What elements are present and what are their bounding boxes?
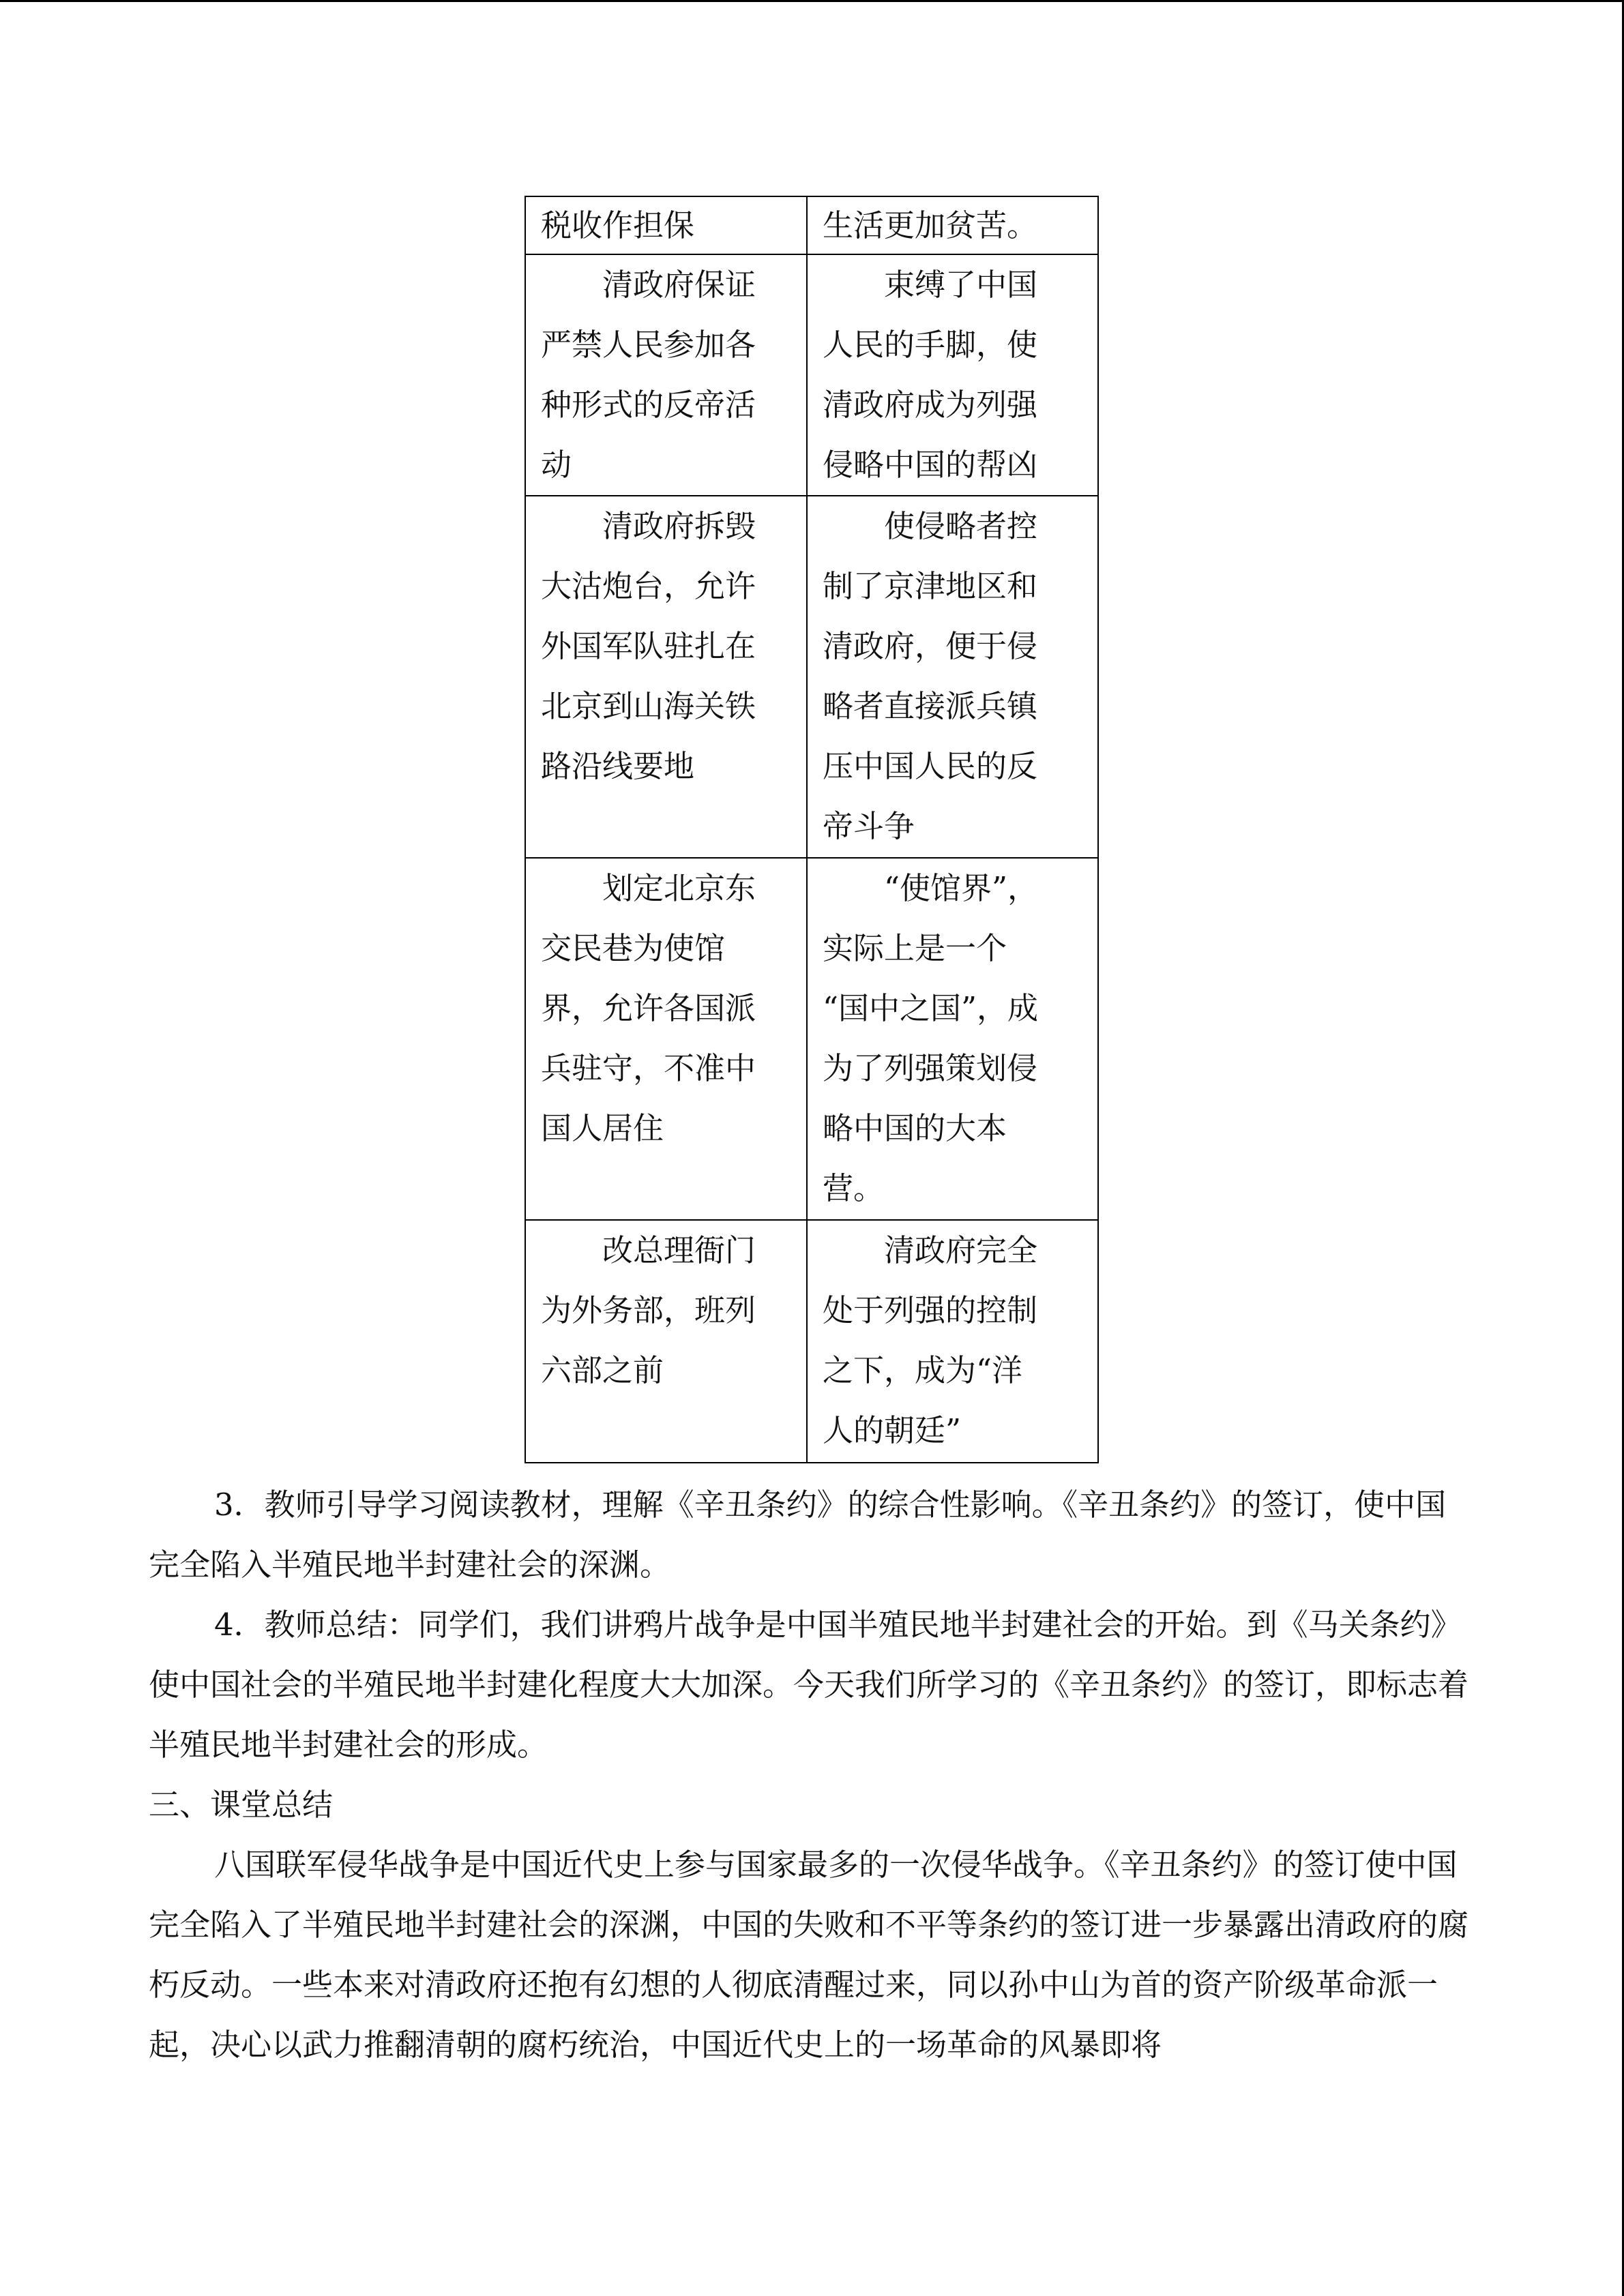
cell-text: 清政府保证 严禁人民参加各 种形式的反帝活 动 [541,267,756,483]
table-cell-impact [807,196,1098,254]
page-border-top [0,0,1624,2]
table-cell-measure [525,496,807,858]
table-cell-impact [807,1220,1098,1463]
table-row [525,196,1098,254]
cell-text: 使侵略者控 制了京津地区和 清政府，便于侵 略者直接派兵镇 压中国人民的反 帝斗争 [822,508,1037,844]
cell-text: 清政府拆毁 大沽炮台，允许 外国军队驻扎在 北京到山海关铁 路沿线要地 [541,508,756,784]
paragraph-step-4: 4．教师总结：同学们，我们讲鸦片战争是中国半殖民地半封建社会的开始。到《马关条约》使中国社会的半殖民地半封建化程度大大加深。今天我们所学习的《辛丑条约》的签订，即标志着半殖民地半封建社会的形成。 [149,1607,1469,1763]
cell-text: 束缚了中国 人民的手脚，使 清政府成为列强 侵略中国的帮凶 [822,267,1037,483]
cell-text: 税收作担保 [541,207,695,243]
table-cell-impact [807,254,1098,496]
cell-text: 划定北京东 交民巷为使馆 界，允许各国派 兵驻守，不准中 国人居住 [541,870,756,1146]
paragraph-summary: 八国联军侵华战争是中国近代史上参与国家最多的一次侵华战争。《辛丑条约》的签订使中国完全陷入了半殖民地半封建社会的深渊，中国的失败和不平等条约的签订进一步暴露出清政府的腐朽反动。一些本来对清政府还抱有幻想的人彻底清醒过来，同以孙中山为首的资产阶级革命派一起，决心以武力推翻清朝的腐朽统治，中国近代史上的一场革命的风暴即将 [149,1847,1469,2063]
table-cell-measure [525,1220,807,1463]
table-cell-impact [807,496,1098,858]
table-cell-impact [807,858,1098,1220]
table-cell-measure [525,858,807,1220]
table-row [525,1220,1098,1463]
table-row [525,496,1098,858]
table-row [525,858,1098,1220]
table-row [525,254,1098,496]
table-cell-measure [525,196,807,254]
cell-text: 清政府完全 处于列强的控制 之下，成为“洋 人的朝廷” [822,1232,1037,1448]
paragraph-step-3: 3．教师引导学习阅读教材，理解《辛丑条约》的综合性影响。《辛丑条约》的签订，使中国完全陷入半殖民地半封建社会的深渊。 [149,1487,1447,1583]
table-cell-measure [525,254,807,496]
section-heading: 三、课堂总结 [149,1787,334,1823]
cell-text: “使馆界”， 实际上是一个 “国中之国”，成 为了列强策划侵 略中国的大本 营。 [822,870,1038,1206]
treaty-impact-table [525,196,1099,1463]
cell-text: 改总理衙门 为外务部，班列 六部之前 [541,1232,756,1388]
cell-text: 生活更加贫苦。 [822,207,1037,243]
